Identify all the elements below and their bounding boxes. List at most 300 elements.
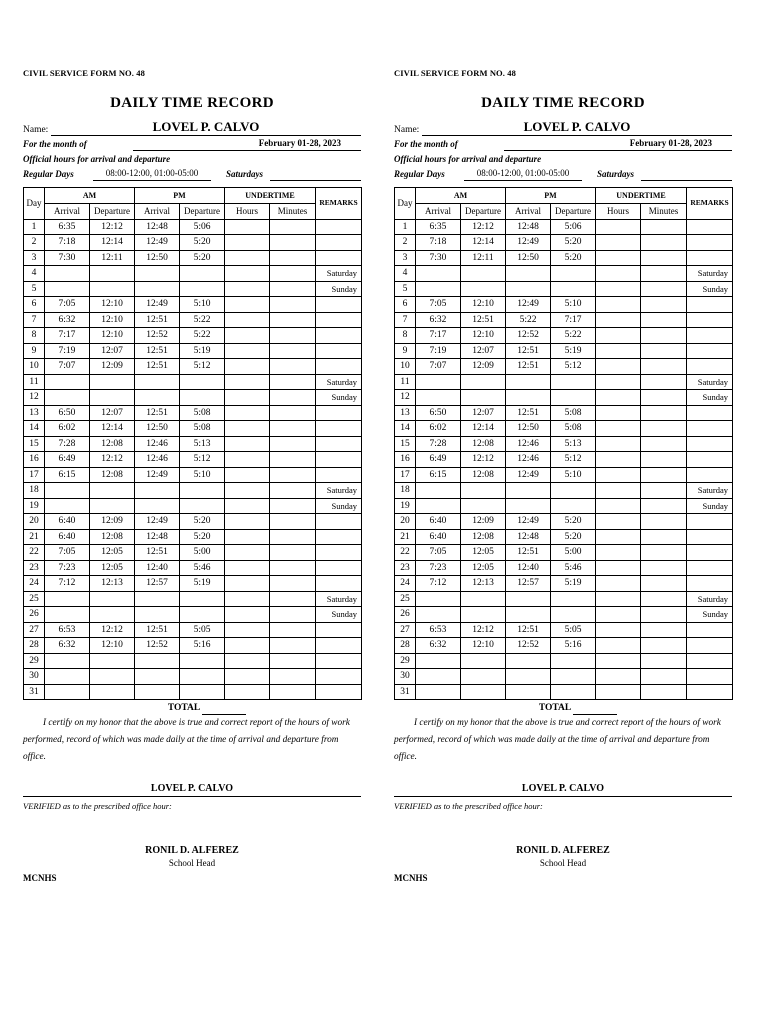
- pm-arrival-cell: [506, 483, 551, 499]
- am-departure-cell: 12:14: [461, 421, 506, 437]
- undertime-hours-cell: [596, 545, 641, 561]
- day-cell: 19: [395, 498, 416, 514]
- undertime-minutes-cell: [641, 374, 687, 390]
- table-row: [395, 374, 733, 390]
- total-label: TOTAL: [167, 703, 200, 713]
- school-name: MCNHS: [23, 873, 57, 883]
- undertime-minutes-cell: [270, 343, 316, 359]
- pm-departure-cell: 5:13: [551, 436, 596, 452]
- undertime-hours-cell: [225, 483, 270, 499]
- remarks-cell: [316, 436, 362, 452]
- am-departure-cell: 12:12: [461, 219, 506, 235]
- am-arrival-cell: 7:05: [45, 297, 90, 313]
- undertime-hours-cell: [596, 638, 641, 654]
- pm-arrival-cell: [135, 607, 180, 623]
- undertime-hours-cell: [596, 452, 641, 468]
- am-arrival-cell: [416, 498, 461, 514]
- school-head-name: RONIL D. ALFEREZ: [516, 845, 610, 856]
- employee-signature-name: LOVEL P. CALVO: [394, 782, 732, 797]
- pm-arrival-cell: 12:52: [135, 638, 180, 654]
- undertime-minutes-cell: [270, 266, 316, 282]
- name-label: Name:: [394, 125, 420, 135]
- regular-days-value: 08:00-12:00, 01:00-05:00: [93, 167, 211, 181]
- table-row: [24, 250, 362, 266]
- undertime-hours-cell: [596, 529, 641, 545]
- pm-departure-cell: [180, 669, 225, 685]
- undertime-minutes-cell: [270, 250, 316, 266]
- form-number: CIVIL SERVICE FORM NO. 48: [394, 68, 516, 78]
- am-arrival-cell: [416, 266, 461, 282]
- am-departure-cell: 12:08: [461, 436, 506, 452]
- pm-arrival-cell: 12:51: [135, 312, 180, 328]
- am-departure-cell: [461, 374, 506, 390]
- am-arrival-cell: 7:18: [416, 235, 461, 251]
- pm-departure-cell: 5:10: [180, 467, 225, 483]
- table-row: [24, 591, 362, 607]
- pm-departure-cell: [551, 607, 596, 623]
- table-row: [24, 576, 362, 592]
- table-row: [395, 653, 733, 669]
- pm-departure-cell: 5:12: [180, 452, 225, 468]
- undertime-hours-cell: [596, 374, 641, 390]
- pm-arrival-cell: 12:48: [135, 219, 180, 235]
- pm-departure-cell: 5:20: [551, 250, 596, 266]
- am-arrival-cell: [416, 607, 461, 623]
- undertime-hours-cell: [225, 328, 270, 344]
- undertime-hours-cell: [596, 483, 641, 499]
- undertime-minutes-cell: [641, 576, 687, 592]
- pm-departure-cell: 5:20: [180, 529, 225, 545]
- undertime-hours-cell: [225, 638, 270, 654]
- employee-name: LOVEL P. CALVO: [51, 119, 361, 136]
- pm-arrival-cell: 12:52: [135, 328, 180, 344]
- pm-arrival-cell: 12:51: [135, 622, 180, 638]
- undertime-hours-cell: [596, 219, 641, 235]
- undertime-header: UNDERTIME: [225, 188, 316, 204]
- undertime-hours-cell: [596, 591, 641, 607]
- am-arrival-cell: 6:53: [45, 622, 90, 638]
- dtr-form-right: [394, 66, 732, 883]
- am-arrival-cell: 6:32: [416, 638, 461, 654]
- hours-header: Hours: [596, 204, 641, 220]
- pm-arrival-cell: 12:51: [506, 545, 551, 561]
- pm-arrival-cell: 5:22: [506, 312, 551, 328]
- am-arrival-cell: [416, 684, 461, 700]
- am-arrival-cell: 6:40: [45, 514, 90, 530]
- am-departure-cell: 12:08: [461, 467, 506, 483]
- am-departure-cell: [461, 607, 506, 623]
- remarks-cell: [687, 219, 733, 235]
- undertime-hours-cell: [596, 359, 641, 375]
- undertime-minutes-cell: [270, 576, 316, 592]
- pm-departure-cell: [180, 390, 225, 406]
- undertime-minutes-cell: [641, 436, 687, 452]
- official-hours-label: Official hours for arrival and departure: [394, 154, 542, 164]
- remarks-cell: [316, 452, 362, 468]
- pm-departure-cell: [180, 653, 225, 669]
- remarks-cell: [316, 312, 362, 328]
- table-row: [395, 514, 733, 530]
- am-arrival-cell: 6:50: [45, 405, 90, 421]
- minutes-header: Minutes: [270, 204, 316, 220]
- day-cell: 31: [24, 684, 45, 700]
- total-label: TOTAL: [538, 703, 571, 713]
- am-departure-cell: 12:13: [90, 576, 135, 592]
- month-label: For the month of: [394, 139, 458, 149]
- remarks-cell: Sunday: [687, 498, 733, 514]
- undertime-minutes-cell: [641, 622, 687, 638]
- undertime-hours-cell: [225, 390, 270, 406]
- name-label: Name:: [23, 125, 49, 135]
- table-row: [24, 452, 362, 468]
- day-cell: 28: [24, 638, 45, 654]
- table-row: [24, 359, 362, 375]
- day-cell: 6: [24, 297, 45, 313]
- regular-days-row: [23, 166, 361, 181]
- undertime-hours-cell: [596, 235, 641, 251]
- table-row: [24, 467, 362, 483]
- name-row: [394, 119, 732, 136]
- am-arrival-cell: 7:05: [416, 545, 461, 561]
- undertime-hours-cell: [225, 514, 270, 530]
- pm-arrival-cell: 12:49: [506, 514, 551, 530]
- am-departure-cell: [90, 653, 135, 669]
- undertime-hours-cell: [596, 390, 641, 406]
- am-header: AM: [416, 188, 506, 204]
- day-cell: 24: [24, 576, 45, 592]
- month-row: [23, 136, 361, 151]
- regular-days-label: Regular Days: [394, 169, 445, 179]
- day-cell: 2: [395, 235, 416, 251]
- remarks-cell: [316, 545, 362, 561]
- day-cell: 20: [24, 514, 45, 530]
- undertime-minutes-cell: [641, 684, 687, 700]
- am-departure-cell: 12:07: [461, 343, 506, 359]
- undertime-hours-cell: [225, 591, 270, 607]
- pm-departure-cell: [180, 374, 225, 390]
- pm-departure-cell: [551, 390, 596, 406]
- undertime-minutes-cell: [641, 607, 687, 623]
- table-row: [395, 250, 733, 266]
- pm-departure-cell: 5:20: [180, 514, 225, 530]
- undertime-minutes-cell: [641, 359, 687, 375]
- pm-arrival-cell: 12:40: [135, 560, 180, 576]
- pm-arrival-cell: 12:51: [135, 359, 180, 375]
- remarks-cell: Saturday: [687, 591, 733, 607]
- table-row: [395, 235, 733, 251]
- day-cell: 12: [24, 390, 45, 406]
- undertime-hours-cell: [596, 560, 641, 576]
- undertime-minutes-cell: [641, 235, 687, 251]
- day-cell: 27: [395, 622, 416, 638]
- undertime-minutes-cell: [270, 281, 316, 297]
- table-row: [395, 498, 733, 514]
- day-cell: 4: [395, 266, 416, 282]
- pm-arrival-cell: [506, 281, 551, 297]
- pm-arrival-cell: 12:51: [135, 545, 180, 561]
- pm-arrival-cell: 12:48: [135, 529, 180, 545]
- remarks-header: REMARKS: [316, 188, 362, 220]
- am-arrival-cell: 7:28: [45, 436, 90, 452]
- table-row: [395, 607, 733, 623]
- undertime-hours-cell: [596, 328, 641, 344]
- remarks-cell: [687, 653, 733, 669]
- undertime-minutes-cell: [641, 328, 687, 344]
- pm-departure-cell: [551, 498, 596, 514]
- pm-arrival-cell: [506, 653, 551, 669]
- remarks-cell: Saturday: [687, 266, 733, 282]
- undertime-minutes-cell: [641, 281, 687, 297]
- remarks-cell: Sunday: [687, 390, 733, 406]
- table-row: [24, 607, 362, 623]
- day-cell: 29: [395, 653, 416, 669]
- remarks-cell: [687, 669, 733, 685]
- am-departure-cell: 12:08: [461, 529, 506, 545]
- undertime-minutes-cell: [270, 421, 316, 437]
- am-arrival-cell: [416, 591, 461, 607]
- undertime-hours-cell: [225, 436, 270, 452]
- undertime-minutes-cell: [641, 545, 687, 561]
- pm-arrival-cell: [506, 374, 551, 390]
- am-departure-cell: 12:14: [90, 421, 135, 437]
- am-departure-cell: 12:09: [461, 514, 506, 530]
- undertime-hours-cell: [225, 297, 270, 313]
- day-cell: 31: [395, 684, 416, 700]
- pm-departure-cell: 5:12: [551, 359, 596, 375]
- day-cell: 4: [24, 266, 45, 282]
- undertime-hours-cell: [225, 560, 270, 576]
- month-value: February 01-28, 2023: [504, 137, 732, 151]
- undertime-hours-cell: [225, 529, 270, 545]
- undertime-hours-cell: [596, 607, 641, 623]
- undertime-hours-cell: [596, 498, 641, 514]
- am-departure-cell: [461, 390, 506, 406]
- table-row: [395, 343, 733, 359]
- undertime-hours-cell: [225, 359, 270, 375]
- table-row: [395, 312, 733, 328]
- time-record-rows: [24, 219, 362, 700]
- dtr-form-left: [23, 66, 361, 883]
- pm-departure-cell: 5:10: [551, 297, 596, 313]
- am-departure-cell: [461, 281, 506, 297]
- pm-arrival-cell: 12:52: [506, 638, 551, 654]
- undertime-hours-cell: [596, 514, 641, 530]
- remarks-cell: Saturday: [316, 266, 362, 282]
- am-arrival-cell: 7:05: [45, 545, 90, 561]
- pm-arrival-cell: [135, 591, 180, 607]
- remarks-cell: [687, 297, 733, 313]
- undertime-minutes-cell: [270, 498, 316, 514]
- am-arrival-cell: 7:12: [416, 576, 461, 592]
- am-departure-cell: [461, 669, 506, 685]
- undertime-hours-cell: [596, 312, 641, 328]
- undertime-minutes-cell: [270, 390, 316, 406]
- am-arrival-cell: 6:49: [416, 452, 461, 468]
- am-arrival-cell: 7:12: [45, 576, 90, 592]
- pm-departure-cell: 5:13: [180, 436, 225, 452]
- remarks-cell: Sunday: [316, 281, 362, 297]
- am-arrival-cell: 6:50: [416, 405, 461, 421]
- day-cell: 14: [395, 421, 416, 437]
- pm-arrival-cell: 12:50: [135, 421, 180, 437]
- regular-days-label: Regular Days: [23, 169, 74, 179]
- day-cell: 6: [395, 297, 416, 313]
- pm-arrival-cell: [506, 390, 551, 406]
- table-row: [24, 312, 362, 328]
- minutes-header: Minutes: [641, 204, 687, 220]
- am-departure-cell: [90, 281, 135, 297]
- undertime-hours-cell: [225, 312, 270, 328]
- am-departure-cell: 12:11: [461, 250, 506, 266]
- pm-arrival-cell: [135, 684, 180, 700]
- am-arrival-cell: 7:17: [45, 328, 90, 344]
- day-cell: 11: [395, 374, 416, 390]
- undertime-minutes-cell: [270, 436, 316, 452]
- table-row: [395, 219, 733, 235]
- pm-departure-cell: [551, 374, 596, 390]
- am-arrival-cell: 7:17: [416, 328, 461, 344]
- pm-departure-cell: 5:16: [180, 638, 225, 654]
- pm-arrival-cell: 12:50: [135, 250, 180, 266]
- day-cell: 28: [395, 638, 416, 654]
- remarks-cell: [316, 514, 362, 530]
- day-cell: 22: [395, 545, 416, 561]
- table-row: [395, 529, 733, 545]
- am-arrival-cell: 7:18: [45, 235, 90, 251]
- pm-departure-cell: [180, 498, 225, 514]
- remarks-cell: Sunday: [316, 498, 362, 514]
- day-cell: 25: [24, 591, 45, 607]
- table-row: [395, 622, 733, 638]
- am-departure-cell: [461, 684, 506, 700]
- pm-departure-cell: [180, 483, 225, 499]
- pm-arrival-cell: 12:51: [506, 622, 551, 638]
- table-row: [395, 359, 733, 375]
- pm-arrival-cell: [506, 498, 551, 514]
- undertime-hours-cell: [596, 436, 641, 452]
- am-arrival-cell: [416, 281, 461, 297]
- undertime-minutes-cell: [270, 684, 316, 700]
- pm-departure-cell: 5:20: [180, 235, 225, 251]
- undertime-minutes-cell: [270, 452, 316, 468]
- am-arrival-cell: [416, 653, 461, 669]
- am-departure-cell: [90, 483, 135, 499]
- am-arrival-cell: [416, 374, 461, 390]
- am-arrival-cell: [45, 653, 90, 669]
- total-line: [573, 705, 617, 715]
- pm-departure-cell: 5:20: [551, 235, 596, 251]
- day-cell: 7: [24, 312, 45, 328]
- day-cell: 5: [24, 281, 45, 297]
- am-departure-cell: 12:51: [461, 312, 506, 328]
- day-cell: 26: [24, 607, 45, 623]
- day-cell: 12: [395, 390, 416, 406]
- remarks-cell: [316, 219, 362, 235]
- pm-departure-cell: 5:05: [551, 622, 596, 638]
- pm-departure-cell: 5:08: [551, 421, 596, 437]
- remarks-cell: [687, 622, 733, 638]
- remarks-cell: [316, 359, 362, 375]
- undertime-hours-cell: [596, 250, 641, 266]
- remarks-cell: Sunday: [316, 607, 362, 623]
- am-departure-cell: [90, 591, 135, 607]
- remarks-cell: [316, 653, 362, 669]
- am-arrival-cell: 6:35: [45, 219, 90, 235]
- am-arrival-cell: [45, 591, 90, 607]
- pm-arrival-cell: [135, 281, 180, 297]
- table-row: [395, 390, 733, 406]
- pm-arrival-cell: [135, 669, 180, 685]
- pm-departure-cell: 5:05: [180, 622, 225, 638]
- am-arrival-cell: [45, 374, 90, 390]
- remarks-cell: Sunday: [687, 607, 733, 623]
- undertime-hours-cell: [225, 281, 270, 297]
- table-row: [395, 405, 733, 421]
- school-head-name: RONIL D. ALFEREZ: [145, 845, 239, 856]
- pm-arrival-cell: [506, 669, 551, 685]
- am-arrival-cell: 6:02: [45, 421, 90, 437]
- table-row: [395, 591, 733, 607]
- am-departure-cell: 12:12: [90, 219, 135, 235]
- pm-arrival-header: Arrival: [506, 204, 551, 220]
- am-arrival-cell: [45, 281, 90, 297]
- remarks-cell: [316, 421, 362, 437]
- am-arrival-cell: 7:23: [45, 560, 90, 576]
- pm-arrival-cell: 12:57: [506, 576, 551, 592]
- pm-departure-cell: 5:22: [551, 328, 596, 344]
- pm-departure-cell: [180, 684, 225, 700]
- undertime-hours-cell: [225, 235, 270, 251]
- am-arrival-cell: [416, 669, 461, 685]
- pm-departure-header: Departure: [180, 204, 225, 220]
- remarks-cell: [316, 328, 362, 344]
- pm-arrival-cell: 12:50: [506, 250, 551, 266]
- remarks-cell: [687, 684, 733, 700]
- undertime-minutes-cell: [270, 467, 316, 483]
- saturdays-label: Saturdays: [597, 169, 635, 179]
- undertime-minutes-cell: [270, 483, 316, 499]
- undertime-minutes-cell: [270, 297, 316, 313]
- time-record-table: [394, 187, 733, 700]
- table-row: [24, 219, 362, 235]
- pm-arrival-header: Arrival: [135, 204, 180, 220]
- undertime-hours-cell: [225, 545, 270, 561]
- am-arrival-cell: [45, 266, 90, 282]
- total-row: [394, 702, 732, 715]
- table-row: [24, 374, 362, 390]
- am-departure-cell: [461, 653, 506, 669]
- day-cell: 13: [395, 405, 416, 421]
- remarks-cell: Sunday: [316, 390, 362, 406]
- remarks-cell: [687, 467, 733, 483]
- table-row: [395, 266, 733, 282]
- pm-arrival-cell: 12:51: [506, 359, 551, 375]
- am-departure-cell: 12:12: [90, 622, 135, 638]
- am-departure-cell: 12:12: [461, 452, 506, 468]
- pm-departure-cell: 5:06: [551, 219, 596, 235]
- am-arrival-cell: 6:53: [416, 622, 461, 638]
- pm-arrival-cell: 12:46: [135, 436, 180, 452]
- day-cell: 21: [395, 529, 416, 545]
- undertime-hours-cell: [596, 266, 641, 282]
- school-head-title: School Head: [539, 858, 587, 868]
- remarks-cell: [687, 235, 733, 251]
- table-row: [24, 684, 362, 700]
- remarks-cell: Saturday: [687, 483, 733, 499]
- am-departure-cell: 12:14: [461, 235, 506, 251]
- am-departure-cell: 12:10: [90, 328, 135, 344]
- pm-arrival-cell: [135, 498, 180, 514]
